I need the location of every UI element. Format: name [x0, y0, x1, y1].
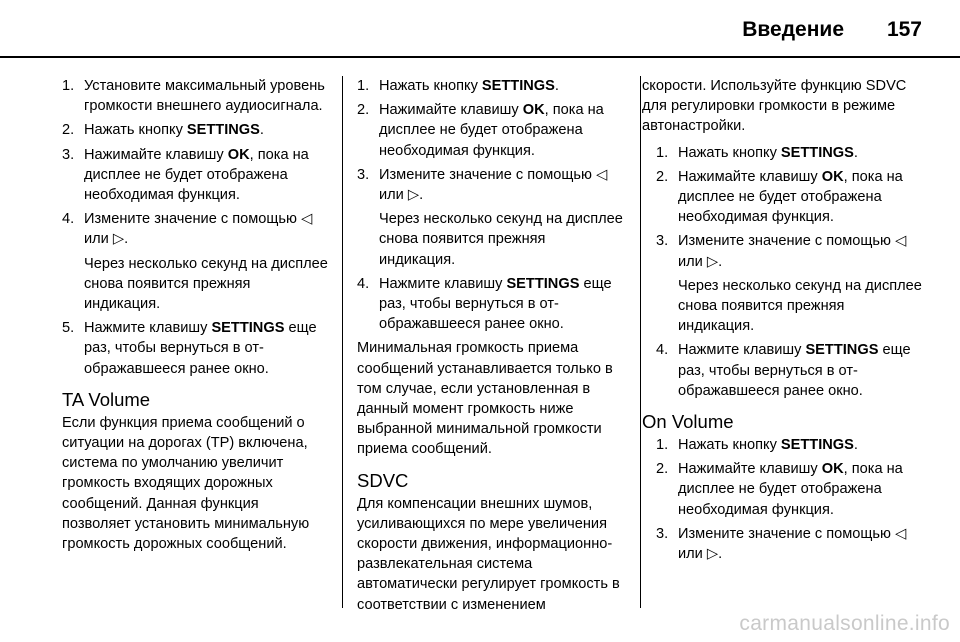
step-text: еще раз, чтобы вернуться в отображавшееся ранее окно.: [84, 320, 317, 377]
step-number: 3.: [656, 525, 669, 542]
step-number: 3.: [357, 166, 370, 183]
list-item: [62, 318, 330, 379]
list-item: [62, 76, 330, 116]
list-item: [656, 435, 924, 455]
step-text: , пока на дисплее не будет отображена необходимая функция.: [678, 461, 903, 518]
step-text: Нажать кнопку: [678, 437, 781, 454]
key-label: OK: [227, 146, 250, 163]
list-item: [62, 145, 330, 206]
step-text: , пока на дисплее не будет отображена необходимая функция.: [678, 168, 903, 226]
step-number: 2.: [656, 168, 669, 185]
step-text: еще раз, чтобы вернуться в отображавшееся ранее окно.: [379, 275, 612, 333]
list-item: [656, 459, 924, 520]
key-label: OK: [821, 461, 844, 478]
step-number: 4.: [357, 275, 370, 292]
step-number: 5.: [62, 320, 75, 337]
step-list: [357, 76, 625, 334]
list-item: [357, 76, 625, 96]
step-text: Нажать кнопку: [84, 122, 187, 139]
step-list: [62, 76, 330, 379]
step-number: 3.: [62, 146, 75, 163]
step-number: 1.: [656, 437, 669, 454]
list-item: [357, 100, 625, 161]
step-text: Измените значение с помощью ◁ или ▷.: [678, 233, 907, 270]
list-item: [357, 165, 625, 270]
step-text: , пока на дисплее не будет отображена необходимая функция.: [84, 146, 309, 204]
key-label: OK: [821, 168, 844, 185]
step-text: Нажимайте клавишу: [678, 461, 822, 478]
intro-paragraph: скорости. Используйте функцию SDVC для регулировки громкости в режиме автонастройки.: [642, 78, 907, 135]
list-item: [656, 524, 924, 564]
step-text: Нажимайте клавишу: [678, 168, 822, 185]
key-label: SETTINGS: [506, 275, 580, 292]
key-label: SETTINGS: [780, 437, 854, 454]
step-text: Нажимайте клавишу: [379, 102, 523, 119]
section-paragraph: Если функция приема сообщений о ситуации на дорогах (TP) включена, система по умолчанию увеличит громкость входящих дорожных сообщений. Данная функция позволяет установить минимальную громкость дорожных сообщений.: [62, 414, 310, 553]
step-number: 1.: [62, 78, 75, 94]
watermark: carmanualsonline.info: [739, 612, 950, 635]
step-number: 2.: [357, 102, 370, 119]
step-text: Нажать кнопку: [678, 144, 781, 161]
step-text: Нажмите клавишу: [678, 342, 806, 359]
info-paragraph: Минимальная громкость приема сообщений устанавливается только в том случае, если установленная в данный момент громкость ниже выбранной минимальной громкости приема сообщений.: [357, 340, 613, 458]
column-divider-2: [640, 76, 641, 608]
key-label: SETTINGS: [481, 78, 555, 94]
section-title-ta-volume: TA Volume: [62, 388, 151, 410]
column-divider-1: [342, 76, 343, 608]
section-title-sdvc: SDVC: [357, 469, 409, 491]
key-label: SETTINGS: [186, 122, 260, 139]
step-text: , пока на дисплее не будет отображена необходимая функция.: [379, 102, 604, 159]
step-text: Нажмите клавишу: [379, 275, 507, 292]
list-item: [656, 167, 924, 228]
page-header: [0, 0, 960, 60]
step-text: Измените значение с помощью ◁ или ▷.: [678, 525, 907, 563]
step-list: [656, 435, 924, 564]
step-note: Через несколько секунд на дисплее снова появится прежняя индикация.: [678, 277, 922, 335]
list-item: [62, 120, 330, 140]
key-label: SETTINGS: [211, 320, 285, 337]
key-label: SETTINGS: [805, 342, 879, 359]
page-title: Введение: [742, 18, 844, 41]
step-text: еще раз, чтобы вернуться в отображавшееся ранее окно.: [678, 342, 911, 399]
step-text: Установите максимальный уровень громкости внешнего аудиосигнала.: [84, 78, 325, 115]
step-number: 4.: [62, 211, 75, 228]
step-text: Измените значение с помощью ◁ или ▷.: [379, 166, 608, 204]
step-text: .: [554, 78, 559, 94]
column-3: [642, 76, 924, 568]
step-number: 3.: [656, 233, 669, 250]
step-note: Через несколько секунд на дисплее снова появится прежняя индикация.: [84, 255, 328, 313]
step-number: 2.: [656, 461, 669, 478]
step-text: Нажимайте клавишу: [84, 146, 228, 163]
list-item: [656, 143, 924, 163]
step-number: 4.: [656, 342, 669, 359]
step-text: Измените значение с помощью ◁ или ▷.: [84, 211, 313, 248]
step-text: .: [853, 437, 858, 454]
section-paragraph: Для компенсации внешних шумов, усиливающихся по мере увеличения скорости движения, информационно-развлекательная система автоматически регулирует громкость в соответствии с изменением: [357, 495, 620, 613]
step-text: Нажмите клавишу: [84, 320, 212, 337]
step-text: .: [853, 144, 858, 161]
header-rule: [0, 56, 960, 58]
step-list: [656, 143, 924, 401]
step-note: Через несколько секунд на дисплее снова появится прежняя индикация.: [379, 211, 623, 268]
step-number: 2.: [62, 122, 75, 139]
step-text: Нажать кнопку: [379, 78, 482, 94]
step-text: .: [259, 122, 264, 139]
list-item: [656, 340, 924, 401]
section-title-on-volume: On Volume: [642, 411, 734, 433]
step-number: 1.: [656, 144, 669, 161]
column-1: [62, 76, 330, 560]
page-number: 157: [886, 18, 922, 41]
list-item: [656, 231, 924, 336]
list-item: [357, 274, 625, 335]
list-item: [62, 209, 330, 314]
column-2: [357, 76, 625, 621]
key-label: SETTINGS: [780, 144, 854, 161]
step-number: 1.: [357, 78, 370, 94]
key-label: OK: [522, 102, 545, 119]
